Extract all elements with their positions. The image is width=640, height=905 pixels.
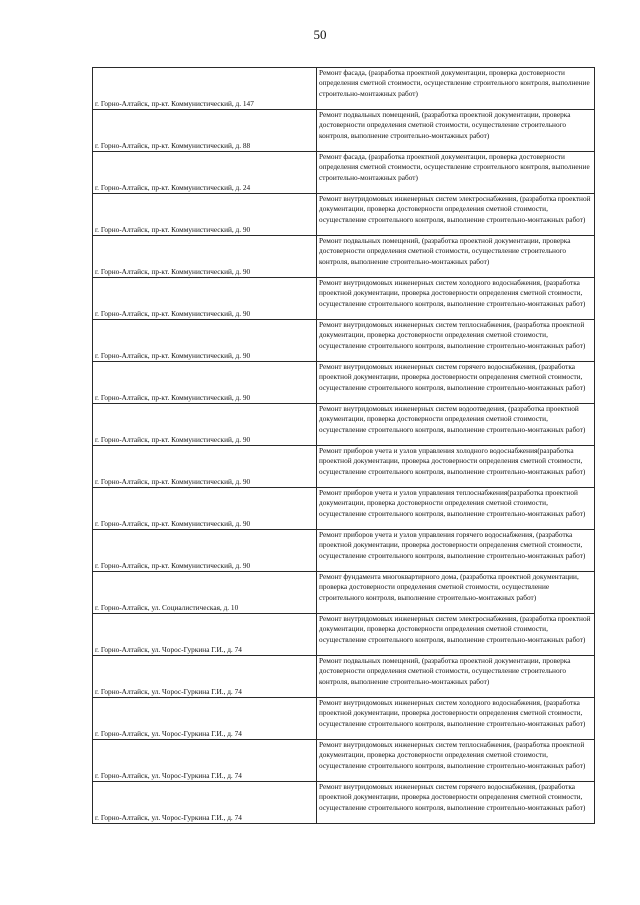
address-cell: г. Горно-Алтайск, пр-кт. Коммунистический, д. 88: [93, 110, 317, 152]
address-cell: г. Горно-Алтайск, пр-кт. Коммунистический, д. 90: [93, 530, 317, 572]
address-cell: г. Горно-Алтайск, пр-кт. Коммунистический, д. 90: [93, 404, 317, 446]
table-row: [93, 236, 595, 278]
work-description-cell: Ремонт подвальных помещений, (разработка проектной документации, проверка достоверности определения сметной стоимости, осуществление строительного контроля, выполнение строительно-монтажных работ): [317, 236, 595, 278]
table-row: [93, 152, 595, 194]
table-row: [93, 656, 595, 698]
table-row: [93, 110, 595, 152]
table-row: [93, 572, 595, 614]
table-row: [93, 68, 595, 110]
work-description-cell: Ремонт внутридомовых инженерных систем теплоснабжения, (разработка проектной документации, проверка достоверности определения сметной стоимости, осуществление строительного контроля, выполнение строительно-монтажных работ): [317, 740, 595, 782]
address-cell: г. Горно-Алтайск, пр-кт. Коммунистический, д. 90: [93, 194, 317, 236]
address-cell: г. Горно-Алтайск, ул. Чорос-Гуркина Г.И., д. 74: [93, 698, 317, 740]
work-description-cell: Ремонт приборов учета и узлов управления теплоснабжения(разработка проектной документации, проверка достоверности определения сметной стоимости, осуществление строительного контроля, выполнение строительно-монтажных работ): [317, 488, 595, 530]
work-description-cell: Ремонт приборов учета и узлов управления холодного водоснабжения(разработка проектной документации, проверка достоверности определения сметной стоимости, осуществление строительного контроля, выполнение строительно-монтажных работ): [317, 446, 595, 488]
page-number: 50: [313, 27, 327, 42]
work-description-cell: Ремонт внутридомовых инженерных систем водоотведения, (разработка проектной документации, проверка достоверности определения сметной стоимости, осуществление строительного контроля, выполнение строительно-монтажных работ): [317, 404, 595, 446]
address-cell: г. Горно-Алтайск, пр-кт. Коммунистический, д. 90: [93, 488, 317, 530]
work-description-cell: Ремонт фасада, (разработка проектной документации, проверка достоверности определения сметной стоимости, осуществление строительного контроля, выполнение строительно-монтажных работ): [317, 68, 595, 110]
address-cell: г. Горно-Алтайск, пр-кт. Коммунистический, д. 147: [93, 68, 317, 110]
work-description-cell: Ремонт внутридомовых инженерных систем теплоснабжения, (разработка проектной документации, проверка достоверности определения сметной стоимости, осуществление строительного контроля, выполнение строительно-монтажных работ): [317, 320, 595, 362]
table-row: [93, 362, 595, 404]
work-description-cell: Ремонт подвальных помещений, (разработка проектной документации, проверка достоверности определения сметной стоимости, осуществление строительного контроля, выполнение строительно-монтажных работ): [317, 656, 595, 698]
table-row: [93, 488, 595, 530]
table-row: [93, 194, 595, 236]
table-row: [93, 530, 595, 572]
work-description-cell: Ремонт внутридомовых инженерных систем горячего водоснабжения, (разработка проектной документации, проверка достоверности определения сметной стоимости, осуществление строительного контроля, выполнение строительно-монтажных работ): [317, 782, 595, 824]
works-table-body: [93, 68, 595, 824]
address-cell: г. Горно-Алтайск, пр-кт. Коммунистический, д. 90: [93, 362, 317, 404]
work-description-cell: Ремонт внутридомовых инженерных систем электроснабжения, (разработка проектной документации, проверка достоверности определения сметной стоимости, осуществление строительного контроля, выполнение строительно-монтажных работ): [317, 194, 595, 236]
work-description-cell: Ремонт фундамента многоквартирного дома, (разработка проектной документации, проверка достоверности определения сметной стоимости, осуществление строительного контроля, выполнение строительно-монтажных работ): [317, 572, 595, 614]
works-table: [92, 67, 595, 824]
address-cell: г. Горно-Алтайск, пр-кт. Коммунистический, д. 90: [93, 446, 317, 488]
address-cell: г. Горно-Алтайск, ул. Чорос-Гуркина Г.И., д. 74: [93, 614, 317, 656]
table-row: [93, 782, 595, 824]
table-row: [93, 320, 595, 362]
address-cell: г. Горно-Алтайск, пр-кт. Коммунистический, д. 24: [93, 152, 317, 194]
address-cell: г. Горно-Алтайск, ул. Чорос-Гуркина Г.И., д. 74: [93, 740, 317, 782]
table-row: [93, 614, 595, 656]
work-description-cell: Ремонт внутридомовых инженерных систем горячего водоснабжения, (разработка проектной документации, проверка достоверности определения сметной стоимости, осуществление строительного контроля, выполнение строительно-монтажных работ): [317, 362, 595, 404]
work-description-cell: Ремонт внутридомовых инженерных систем холодного водоснабжения, (разработка проектной документации, проверка достоверности определения сметной стоимости, осуществление строительного контроля, выполнение строительно-монтажных работ): [317, 698, 595, 740]
work-description-cell: Ремонт приборов учета и узлов управления горячего водоснабжения, (разработка проектной документации, проверка достоверности определения сметной стоимости, осуществление строительного контроля, выполнение строительно-монтажных работ): [317, 530, 595, 572]
address-cell: г. Горно-Алтайск, ул. Чорос-Гуркина Г.И., д. 74: [93, 656, 317, 698]
work-description-cell: Ремонт внутридомовых инженерных систем электроснабжения, (разработка проектной документации, проверка достоверности определения сметной стоимости, осуществление строительного контроля, выполнение строительно-монтажных работ): [317, 614, 595, 656]
work-description-cell: Ремонт внутридомовых инженерных систем холодного водоснабжения, (разработка проектной документации, проверка достоверности определения сметной стоимости, осуществление строительного контроля, выполнение строительно-монтажных работ): [317, 278, 595, 320]
work-description-cell: Ремонт фасада, (разработка проектной документации, проверка достоверности определения сметной стоимости, осуществление строительного контроля, выполнение строительно-монтажных работ): [317, 152, 595, 194]
table-row: [93, 446, 595, 488]
address-cell: г. Горно-Алтайск, ул. Чорос-Гуркина Г.И., д. 74: [93, 782, 317, 824]
table-row: [93, 698, 595, 740]
work-description-cell: Ремонт подвальных помещений, (разработка проектной документации, проверка достоверности определения сметной стоимости, осуществление строительного контроля, выполнение строительно-монтажных работ): [317, 110, 595, 152]
table-row: [93, 278, 595, 320]
table-row: [93, 404, 595, 446]
address-cell: г. Горно-Алтайск, пр-кт. Коммунистический, д. 90: [93, 278, 317, 320]
table-row: [93, 740, 595, 782]
address-cell: г. Горно-Алтайск, пр-кт. Коммунистический, д. 90: [93, 236, 317, 278]
address-cell: г. Горно-Алтайск, пр-кт. Коммунистический, д. 90: [93, 320, 317, 362]
address-cell: г. Горно-Алтайск, ул. Социалистическая, д. 10: [93, 572, 317, 614]
